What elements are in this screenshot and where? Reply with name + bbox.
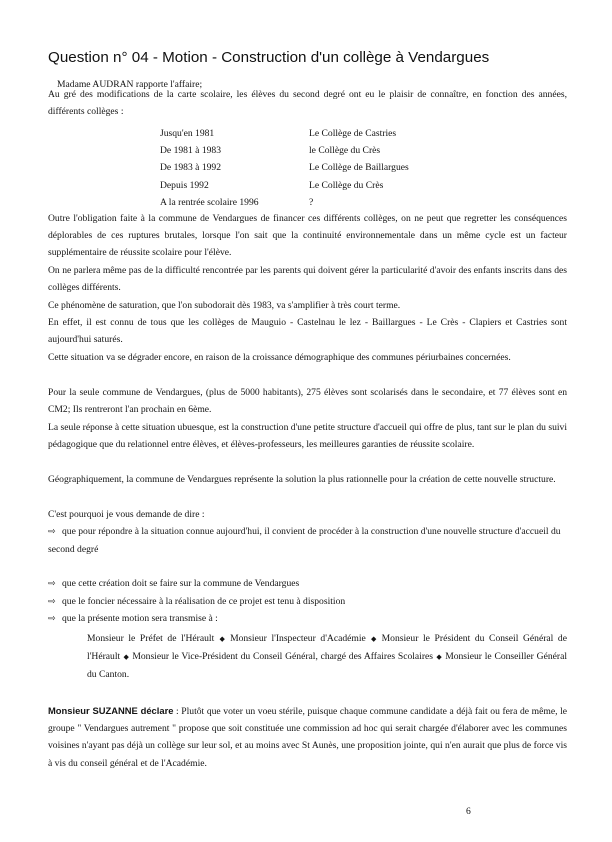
- recipient: Monsieur le Président du Conseil Général de l'Hérault: [87, 633, 567, 663]
- recipient: Monsieur l'Inspecteur d'Académie: [230, 633, 366, 644]
- diamond-icon: ◆: [436, 653, 443, 662]
- schedule-period: A la rentrée scolaire 1996: [160, 197, 259, 208]
- bullet-text: que le foncier nécessaire à la réalisation de ce projet est tenu à disposition: [62, 596, 346, 607]
- schedule-period: De 1983 à 1992: [160, 162, 222, 173]
- recipient: Monsieur le Préfet de l'Hérault: [87, 633, 215, 644]
- motion-bullet: [48, 593, 567, 611]
- schedule-college: Le Collège de Castries: [309, 128, 397, 139]
- motion-bullet: [48, 610, 567, 628]
- schedule-college: Le Collège de Baillargues: [309, 162, 409, 173]
- motion-bullet: [48, 523, 567, 558]
- schedule-college: Le Collège du Crès: [309, 180, 384, 191]
- schedule-college: le Collège du Crès: [309, 145, 381, 156]
- diamond-icon: ◆: [123, 653, 130, 662]
- body-paragraph: Outre l'obligation faite à la commune de Vendargues de financer ces différents collèges, on ne peut que regretter les conséquences déplorables de ces ruptures brutales, lorsque l'on sait que la continuité environnementale dans un même cycle est un facteur supplémentaire de réussite scolaire pour l'élève.: [48, 213, 567, 259]
- recipient: Monsieur le Conseiller Général du Canton.: [87, 651, 568, 681]
- rapporteur-line: Madame AUDRAN rapporte l'affaire;: [57, 79, 203, 90]
- arrow-right-icon: ⇨: [48, 597, 56, 607]
- declaration-paragraph: [48, 702, 567, 772]
- body-paragraph: Pour la seule commune de Vendargues, (plus de 5000 habitants), 275 élèves sont scolarisés dans le secondaire, et 77 élèves sont en CM2; Ils rentreront l'an prochain en 6ème.: [48, 387, 567, 416]
- body-paragraph: C'est pourquoi je vous demande de dire :: [48, 509, 205, 520]
- body-paragraph: Ce phénomène de saturation, que l'on subodorait dès 1983, va s'amplifier à très court terme.: [48, 300, 401, 311]
- body-paragraph: Géographiquement, la commune de Vendargues représente la solution la plus rationnelle pour la création de cette nouvelle structure.: [48, 474, 556, 485]
- arrow-right-icon: ⇨: [48, 579, 56, 589]
- schedule-college: ?: [309, 197, 314, 208]
- diamond-icon: ◆: [217, 635, 228, 643]
- intro-paragraph: Au gré des modifications de la carte scolaire, les élèves du second degré ont eu le plaisir de connaître, en fonction des années, différents collèges :: [48, 89, 567, 118]
- speaker-name: Monsieur SUZANNE déclare: [48, 705, 174, 716]
- declaration-text: : Plutôt que voter un voeu stérile, puisque chaque commune candidate a déjà fait ou fera de même, le groupe " Vendargues autrement " propose que soit constituée une commission ad hoc qui serait chargée d'élaborer avec les communes voisines n'ayant pas déjà un collège sur leur sol, et au moins avec St Aunès, une proposition jointe, qui n'en aurait que plus de force vis à vis du conseil général et de l'Académie.: [48, 706, 567, 769]
- schedule-period: Depuis 1992: [160, 180, 209, 191]
- body-paragraph: On ne parlera même pas de la difficulté rencontrée par les parents qui doivent gérer la particularité d'avoir des enfants inscrits dans des collèges différents.: [48, 265, 567, 294]
- schedule-period: Jusqu'en 1981: [160, 128, 215, 139]
- body-paragraph: La seule réponse à cette situation ubuesque, est la construction d'une petite structure d'accueil qui offre de plus, tant sur le plan du suivi pédagogique que du relationnel entre élèves, et élèves-professeurs, les meilleures garanties de réussite scolaire.: [48, 422, 567, 451]
- bullet-text: que pour répondre à la situation connue aujourd'hui, il convient de procéder à la construction d'une nouvelle structure d'accueil du second degré: [48, 526, 561, 556]
- recipients-list: [87, 630, 567, 684]
- diamond-icon: ◆: [368, 635, 379, 643]
- body-paragraph: En effet, il est connu de tous que les collèges de Mauguio - Castelnau le lez - Baillargues - Le Crès - Clapiers et Castries sont aujourd'hui saturés.: [48, 317, 567, 346]
- arrow-right-icon: ⇨: [48, 527, 56, 537]
- page-number: 6: [466, 806, 471, 817]
- motion-bullet: [48, 575, 567, 593]
- arrow-right-icon: ⇨: [48, 614, 56, 624]
- bullet-text: que cette création doit se faire sur la commune de Vendargues: [62, 578, 300, 589]
- recipient: Monsieur le Vice-Président du Conseil Général, chargé des Affaires Scolaires: [132, 651, 434, 663]
- body-paragraph: Cette situation va se dégrader encore, en raison de la croissance démographique des communes périurbaines concernées.: [48, 352, 511, 363]
- page-title: Question n° 04 - Motion - Construction d'un collège à Vendargues: [48, 49, 490, 66]
- bullet-text: que la présente motion sera transmise à :: [62, 613, 218, 624]
- schedule-period: De 1981 à 1983: [160, 145, 222, 156]
